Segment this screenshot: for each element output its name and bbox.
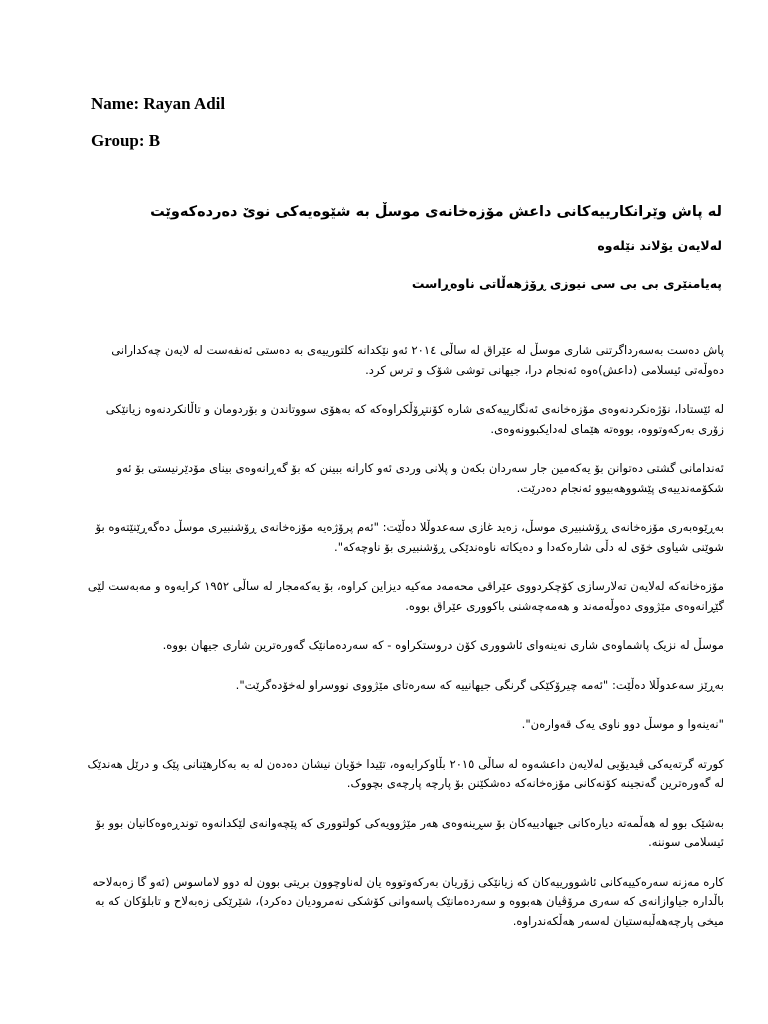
paragraph: مۆزەخانەکە لەلایەن تەلارسازی کۆچکردووی عێراقی محەمەد مەکیە دیزاین کراوە، بۆ یەکەمجار لە ساڵی ١٩٥٢ کرایەوە و مەبەست لێی گێڕانەوەی مێژووی دەوڵەمەند و هەمەچەشنی باکووری عێراق بووە. <box>87 579 724 613</box>
student-name: Name: Rayan Adil <box>91 94 226 113</box>
article-byline: لەلایەن یۆلاند نێلەوە <box>597 238 722 253</box>
student-group: Group: B <box>91 131 161 150</box>
article-body <box>84 341 724 951</box>
paragraph: لە ئێستادا، نۆژەنکردنەوەی مۆزەخانەی ئەنگارییەکەی شارە کۆنتڕۆڵکراوەکە کە بەهۆی سووتاندن و بۆردومان و تاڵانکردنەوە زیانێکی زۆری بەرکەوتووە، بووەتە هێمای لەدایکبوونەوەی. <box>105 402 724 436</box>
paragraph: بەڕێز سەعدوڵلا دەڵێت: "ئەمە چیرۆکێکی گرنگی جیهانییە کە سەرەتای مێژووی نووسراو لەخۆدەگرێت". <box>235 677 724 692</box>
paragraph: "نەینەوا و موسڵ دوو ناوی یەک قەوارەن". <box>521 717 724 731</box>
article-title: لە پاش وێرانکارییەکانی داعش مۆزەخانەی موسڵ بە شێوەیەکی نوێ دەردەکەوێت <box>150 204 722 220</box>
paragraph: پاش دەست بەسەرداگرتنی شاری موسڵ لە عێراق لە ساڵی ٢٠١٤ ئەو نێکدانە کلتورییەی بە دەستی ئەنفەست لە لایەن چەکدارانی دەوڵەتی ئیسلامی (داعش)ەوە ئەنجام درا، جیهانی توشی شۆک و ترس کرد. <box>111 343 724 377</box>
paragraph: کورتە گرتەیەکی ڤیدیۆیی لەلایەن داعشەوە لە ساڵی ٢٠١٥ بڵاوکرایەوە، تێیدا خۆیان نیشان دەدەن لە بە بەکارهێنانی پێک و درێل هەندێک لە گەورەترین گەنجینە کۆنەکانی مۆزەخانەکە دەشکێنن بۆ پارچە پارچەی بچووک. <box>87 756 724 790</box>
paragraph: ئەندامانی گشتی دەتوانن بۆ یەکەمین جار سەردان بکەن و پلانی وردی ئەو کارانە ببینن کە بۆ گەڕانەوەی بینای مۆدێرنیستی بۆ ئەو شکۆمەندییەی پێشووهەبیوو ئەنجام دەدرێت. <box>116 461 724 495</box>
paragraph: کارە مەزنە سەرەکییەکانی ئاشوورییەکان کە زیانێکی زۆریان بەرکەوتووە یان لەناوچوون بریتی بوون لە دوو لاماسوس (ئەو گا زەبەلاحە باڵدارە جیاوازانەی کە سەری مرۆڤیان هەبووە و سەردەمانێک پاسەوانی کۆشکی نەمرودیان دەکرد)، شێرێکی زەبەلاح و تابلۆکان کە بە میخی پارچەهەڵبەستیان لەسەر هەڵکەندراوە. <box>92 874 724 928</box>
article-author-role: پەیامنێری بی بی سی نیوزی ڕۆژهەڵاتی ناوەڕاست <box>411 276 722 291</box>
paragraph: بەڕێوەبەری مۆزەخانەی ڕۆشنبیری موسڵ، زەید غازی سەعدوڵلا دەڵێت: "ئەم پرۆژەیە مۆزەخانەی ڕۆشنبیری موسڵ دەگەڕێنێتەوە بۆ شوێنی شیاوی خۆی لە دڵی شارەکەدا و دەیکاتە ناوەندێکی ڕۆشنبیری بۆ ناوچەکە". <box>95 520 724 554</box>
paragraph: موسڵ لە نزیک پاشماوەی شاری نەینەوای ئاشووری کۆن دروستکراوە - کە سەردەمانێک گەورەترین شاری جیهان بووە. <box>162 638 724 652</box>
paragraph: بەشێک بوو لە هەڵمەتە دیارەکانی جیهادییەکان بۆ سڕینەوەی هەر مێژوویەکی کولتووری کە پێچەوانەی لێکدانەوە توندڕەوەکانیان بوو بۆ ئیسلامی سوننە. <box>95 815 724 849</box>
